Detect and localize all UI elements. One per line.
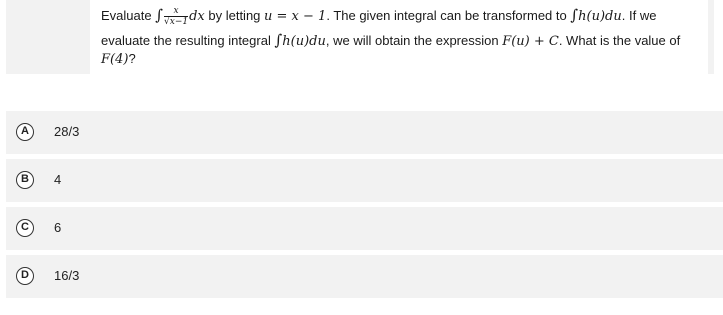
math-substitution: u = x − 1 bbox=[264, 9, 327, 24]
math-h-u-du: h(u)du bbox=[282, 34, 326, 49]
question-text: . What is the value of bbox=[558, 33, 681, 48]
question-line-2 bbox=[101, 31, 680, 51]
option-text-d: 16/3 bbox=[54, 268, 80, 283]
integral-sign: ∫ bbox=[570, 6, 579, 24]
option-d[interactable] bbox=[6, 255, 723, 298]
math-F-u-plus-C: F(u) + C bbox=[502, 34, 559, 49]
option-letter-c: C bbox=[16, 219, 34, 237]
option-letter-d: D bbox=[16, 267, 34, 285]
option-text-a: 28/3 bbox=[54, 124, 80, 139]
fraction-numerator: x bbox=[164, 7, 188, 17]
fraction bbox=[164, 7, 188, 27]
question-text: . If we bbox=[621, 8, 657, 23]
panel-edge bbox=[714, 0, 723, 74]
question-line-1 bbox=[101, 6, 656, 27]
question-text: Evaluate bbox=[101, 8, 156, 23]
question-text: ? bbox=[128, 51, 136, 66]
fraction-denominator: √x−1 bbox=[164, 16, 189, 27]
option-c[interactable] bbox=[6, 207, 723, 250]
option-text-b: 4 bbox=[54, 172, 62, 187]
option-text-c: 6 bbox=[54, 220, 62, 235]
option-letter-b: B bbox=[16, 171, 34, 189]
option-letter-a: A bbox=[16, 123, 34, 141]
question-line-3 bbox=[101, 50, 136, 69]
integral-sign: ∫ bbox=[155, 6, 164, 24]
question-text: . The given integral can be transformed to bbox=[326, 8, 571, 23]
option-a[interactable] bbox=[6, 111, 723, 154]
math-F-4: F(4) bbox=[101, 52, 129, 67]
question-text: evaluate the resulting integral bbox=[101, 33, 275, 48]
integral-sign: ∫ bbox=[274, 31, 283, 49]
math-dx: dx bbox=[189, 9, 205, 24]
math-h-u-du: h(u)du bbox=[578, 9, 622, 24]
option-b[interactable] bbox=[6, 159, 723, 202]
question-text: by letting bbox=[204, 8, 265, 23]
question-text: , we will obtain the expression bbox=[325, 33, 503, 48]
